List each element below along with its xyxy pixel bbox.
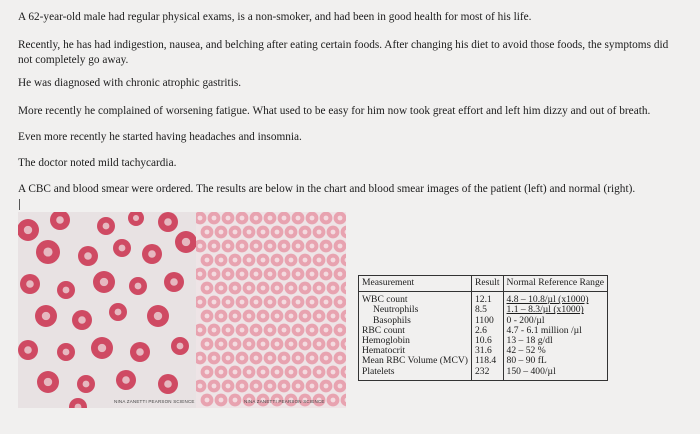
- case-paragraph-indigestion: Recently, he has had indigestion, nausea, and belching after eating certain foods. After changing his diet to avoid those foods, the symptoms did not completely go away.: [18, 39, 669, 66]
- cell-central-pallor: [226, 356, 231, 361]
- cell-central-pallor: [233, 230, 238, 235]
- cell-central-pallor: [63, 349, 70, 356]
- cell-central-pallor: [103, 223, 110, 230]
- cell-central-pallor: [261, 370, 266, 375]
- cell-central-pallor: [247, 314, 252, 319]
- cell-central-pallor: [338, 272, 343, 277]
- cell-central-pallor: [324, 356, 329, 361]
- cell-central-pallor: [154, 312, 162, 320]
- cell-central-pallor: [205, 286, 210, 291]
- cell-central-pallor: [282, 328, 287, 333]
- cell-central-pallor: [233, 398, 238, 403]
- cell-central-pallor: [240, 272, 245, 277]
- cell-central-pallor: [98, 344, 106, 352]
- cell-central-pallor: [296, 272, 301, 277]
- cell-central-pallor: [289, 286, 294, 291]
- cell-central-pallor: [226, 328, 231, 333]
- cell-central-pallor: [83, 381, 90, 388]
- row-measurement: Hemoglobin: [359, 336, 472, 346]
- cell-central-pallor: [296, 328, 301, 333]
- header-result: Result: [471, 276, 503, 292]
- cell-central-pallor: [254, 216, 259, 221]
- cell-central-pallor: [233, 370, 238, 375]
- cell-central-pallor: [205, 230, 210, 235]
- cell-central-pallor: [254, 272, 259, 277]
- case-paragraph-tachycardia: The doctor noted mild tachycardia.: [18, 157, 177, 169]
- cell-central-pallor: [254, 244, 259, 249]
- cell-central-pallor: [331, 370, 336, 375]
- cell-central-pallor: [205, 314, 210, 319]
- cell-central-pallor: [219, 314, 224, 319]
- cell-central-pallor: [164, 218, 172, 226]
- cell-central-pallor: [26, 280, 34, 288]
- cell-central-pallor: [310, 272, 315, 277]
- cell-central-pallor: [303, 314, 308, 319]
- cell-central-pallor: [240, 384, 245, 389]
- row-range: 4.7 - 6.1 million /µl: [503, 326, 608, 336]
- cell-central-pallor: [212, 300, 217, 305]
- row-measurement: Neutrophils: [359, 305, 472, 315]
- cell-central-pallor: [170, 278, 178, 286]
- row-result: 232: [471, 367, 503, 381]
- cell-central-pallor: [247, 370, 252, 375]
- cell-central-pallor: [136, 348, 144, 356]
- cell-central-pallor: [261, 230, 266, 235]
- header-normal-range: Normal Reference Range: [503, 276, 608, 292]
- cell-central-pallor: [324, 328, 329, 333]
- cell-central-pallor: [296, 244, 301, 249]
- cell-central-pallor: [324, 244, 329, 249]
- cell-central-pallor: [296, 216, 301, 221]
- cell-central-pallor: [164, 380, 172, 388]
- cell-central-pallor: [303, 286, 308, 291]
- cell-central-pallor: [254, 356, 259, 361]
- row-result: 12.1: [471, 292, 503, 306]
- cell-central-pallor: [331, 398, 336, 403]
- cell-central-pallor: [268, 216, 273, 221]
- cell-central-pallor: [317, 286, 322, 291]
- cell-central-pallor: [282, 384, 287, 389]
- cell-central-pallor: [282, 244, 287, 249]
- table-row: [359, 367, 608, 381]
- cell-central-pallor: [177, 343, 184, 350]
- cell-central-pallor: [282, 300, 287, 305]
- cell-central-pallor: [338, 244, 343, 249]
- cell-central-pallor: [317, 370, 322, 375]
- cell-central-pallor: [338, 328, 343, 333]
- cell-central-pallor: [233, 314, 238, 319]
- cell-central-pallor: [205, 258, 210, 263]
- cell-central-pallor: [24, 346, 32, 354]
- cell-central-pallor: [198, 384, 203, 389]
- cell-central-pallor: [219, 398, 224, 403]
- cell-central-pallor: [310, 300, 315, 305]
- cell-central-pallor: [289, 230, 294, 235]
- table-header-row: [359, 276, 608, 292]
- cell-central-pallor: [219, 342, 224, 347]
- cell-central-pallor: [119, 245, 126, 252]
- cell-central-pallor: [261, 342, 266, 347]
- cell-central-pallor: [268, 328, 273, 333]
- cell-central-pallor: [212, 384, 217, 389]
- cell-central-pallor: [254, 384, 259, 389]
- cbc-results-table: [358, 275, 608, 381]
- case-paragraph-history: A 62-year-old male had regular physical exams, is a non-smoker, and had been in good health for most of his life.: [18, 11, 532, 23]
- cell-central-pallor: [275, 258, 280, 263]
- cell-central-pallor: [310, 244, 315, 249]
- cell-central-pallor: [275, 286, 280, 291]
- case-paragraph-headaches: Even more recently he started having headaches and insomnia.: [18, 131, 302, 143]
- cell-central-pallor: [182, 238, 190, 246]
- cell-central-pallor: [254, 300, 259, 305]
- cell-central-pallor: [247, 230, 252, 235]
- cell-central-pallor: [212, 356, 217, 361]
- cell-central-pallor: [296, 356, 301, 361]
- cell-central-pallor: [240, 328, 245, 333]
- row-range: 0 - 200/µl: [503, 316, 608, 326]
- cell-central-pallor: [226, 244, 231, 249]
- row-range: 1.1 – 8.3/µl (x1000): [503, 305, 608, 315]
- cell-central-pallor: [240, 216, 245, 221]
- row-measurement: Hematocrit: [359, 346, 472, 356]
- cell-central-pallor: [247, 258, 252, 263]
- cell-central-pallor: [122, 376, 130, 384]
- cell-central-pallor: [338, 384, 343, 389]
- row-measurement: Mean RBC Volume (MCV): [359, 356, 472, 366]
- cell-central-pallor: [212, 244, 217, 249]
- case-paragraph-fatigue: More recently he complained of worsening fatigue. What used to be easy for him now took great effort and left him dizzy and out of breath.: [18, 105, 651, 117]
- patient-smear-copyright: NINA ZANETTI PEARSON SCIENCE: [114, 399, 195, 404]
- cell-central-pallor: [240, 356, 245, 361]
- cell-central-pallor: [226, 384, 231, 389]
- patient-rbc-drawing: [18, 212, 196, 408]
- cell-central-pallor: [240, 300, 245, 305]
- cell-central-pallor: [331, 314, 336, 319]
- normal-rbc-drawing: [196, 212, 346, 408]
- header-measurement: Measurement: [359, 276, 472, 292]
- cell-central-pallor: [198, 328, 203, 333]
- row-result: 2.6: [471, 326, 503, 336]
- cell-central-pallor: [303, 342, 308, 347]
- cell-central-pallor: [226, 216, 231, 221]
- cell-central-pallor: [198, 356, 203, 361]
- cell-central-pallor: [219, 230, 224, 235]
- cell-central-pallor: [324, 272, 329, 277]
- cell-central-pallor: [289, 342, 294, 347]
- cell-central-pallor: [205, 342, 210, 347]
- cell-central-pallor: [240, 244, 245, 249]
- cell-central-pallor: [275, 370, 280, 375]
- cell-central-pallor: [115, 309, 122, 316]
- cell-central-pallor: [198, 216, 203, 221]
- cell-central-pallor: [261, 314, 266, 319]
- cell-central-pallor: [78, 316, 86, 324]
- row-result: 31.6: [471, 346, 503, 356]
- cell-central-pallor: [324, 300, 329, 305]
- table-row: [359, 292, 608, 306]
- cell-central-pallor: [275, 342, 280, 347]
- cell-central-pallor: [324, 216, 329, 221]
- row-measurement: Platelets: [359, 367, 472, 381]
- cell-central-pallor: [219, 370, 224, 375]
- case-paragraph-cbc-ordered: A CBC and blood smear were ordered. The results are below in the chart and blood smear images of the patient (left) and normal (right).: [18, 183, 636, 195]
- cell-central-pallor: [42, 312, 50, 320]
- cell-central-pallor: [303, 230, 308, 235]
- cell-central-pallor: [219, 286, 224, 291]
- cell-central-pallor: [268, 272, 273, 277]
- cell-central-pallor: [63, 287, 70, 294]
- cell-central-pallor: [268, 356, 273, 361]
- cell-central-pallor: [133, 215, 139, 221]
- row-result: 8.5: [471, 305, 503, 315]
- cell-central-pallor: [205, 370, 210, 375]
- normal-smear-copyright: NINA ZANETTI PEARSON SCIENCE: [244, 399, 325, 404]
- cell-central-pallor: [303, 370, 308, 375]
- cell-central-pallor: [254, 328, 259, 333]
- cell-central-pallor: [44, 378, 52, 386]
- row-range: 13 – 18 g/dl: [503, 336, 608, 346]
- cell-central-pallor: [247, 286, 252, 291]
- cell-central-pallor: [56, 216, 64, 224]
- cell-central-pallor: [310, 384, 315, 389]
- row-result: 1100: [471, 316, 503, 326]
- cell-central-pallor: [268, 384, 273, 389]
- cell-central-pallor: [331, 286, 336, 291]
- cell-central-pallor: [226, 300, 231, 305]
- cell-central-pallor: [303, 258, 308, 263]
- cell-central-pallor: [198, 272, 203, 277]
- cell-central-pallor: [289, 314, 294, 319]
- cell-central-pallor: [135, 283, 142, 290]
- cell-central-pallor: [324, 384, 329, 389]
- cell-central-pallor: [338, 216, 343, 221]
- cell-central-pallor: [100, 278, 108, 286]
- row-measurement: RBC count: [359, 326, 472, 336]
- cell-central-pallor: [275, 230, 280, 235]
- cell-central-pallor: [268, 300, 273, 305]
- cell-central-pallor: [212, 272, 217, 277]
- patient-blood-smear-image: [18, 212, 196, 408]
- row-result: 10.6: [471, 336, 503, 346]
- cell-central-pallor: [261, 286, 266, 291]
- cell-central-pallor: [43, 247, 52, 256]
- cell-central-pallor: [205, 398, 210, 403]
- cell-central-pallor: [148, 250, 156, 258]
- row-measurement: WBC count: [359, 292, 472, 306]
- cell-central-pallor: [275, 314, 280, 319]
- cell-central-pallor: [282, 272, 287, 277]
- cell-central-pallor: [212, 216, 217, 221]
- cell-central-pallor: [289, 258, 294, 263]
- cell-central-pallor: [268, 244, 273, 249]
- cell-central-pallor: [198, 300, 203, 305]
- cell-central-pallor: [233, 258, 238, 263]
- cell-central-pallor: [24, 226, 32, 234]
- cell-central-pallor: [233, 342, 238, 347]
- cell-central-pallor: [317, 314, 322, 319]
- normal-blood-smear-image: [196, 212, 346, 408]
- cell-central-pallor: [338, 300, 343, 305]
- cell-central-pallor: [219, 258, 224, 263]
- row-range: 4.8 – 10.8/µl (x1000): [503, 292, 608, 306]
- row-measurement: Basophils: [359, 316, 472, 326]
- cell-central-pallor: [282, 356, 287, 361]
- cell-central-pallor: [84, 252, 92, 260]
- row-range: 42 – 52 %: [503, 346, 608, 356]
- cell-central-pallor: [296, 300, 301, 305]
- cell-central-pallor: [338, 356, 343, 361]
- cell-central-pallor: [317, 258, 322, 263]
- cell-central-pallor: [233, 286, 238, 291]
- cell-central-pallor: [310, 356, 315, 361]
- case-paragraph-diagnosis: He was diagnosed with chronic atrophic gastritis.: [18, 77, 242, 89]
- row-range: 150 – 400/µl: [503, 367, 608, 381]
- cell-central-pallor: [317, 342, 322, 347]
- cell-central-pallor: [331, 230, 336, 235]
- cell-central-pallor: [310, 328, 315, 333]
- cell-central-pallor: [212, 328, 217, 333]
- cell-central-pallor: [331, 258, 336, 263]
- cell-central-pallor: [198, 244, 203, 249]
- row-result: 118.4: [471, 356, 503, 366]
- cell-central-pallor: [296, 384, 301, 389]
- cell-central-pallor: [289, 370, 294, 375]
- cell-central-pallor: [261, 258, 266, 263]
- cell-central-pallor: [317, 230, 322, 235]
- cell-central-pallor: [310, 216, 315, 221]
- cell-central-pallor: [226, 272, 231, 277]
- cell-central-pallor: [247, 342, 252, 347]
- text-cursor: [19, 199, 20, 210]
- cell-central-pallor: [331, 342, 336, 347]
- row-range: 80 – 90 fL: [503, 356, 608, 366]
- cell-central-pallor: [282, 216, 287, 221]
